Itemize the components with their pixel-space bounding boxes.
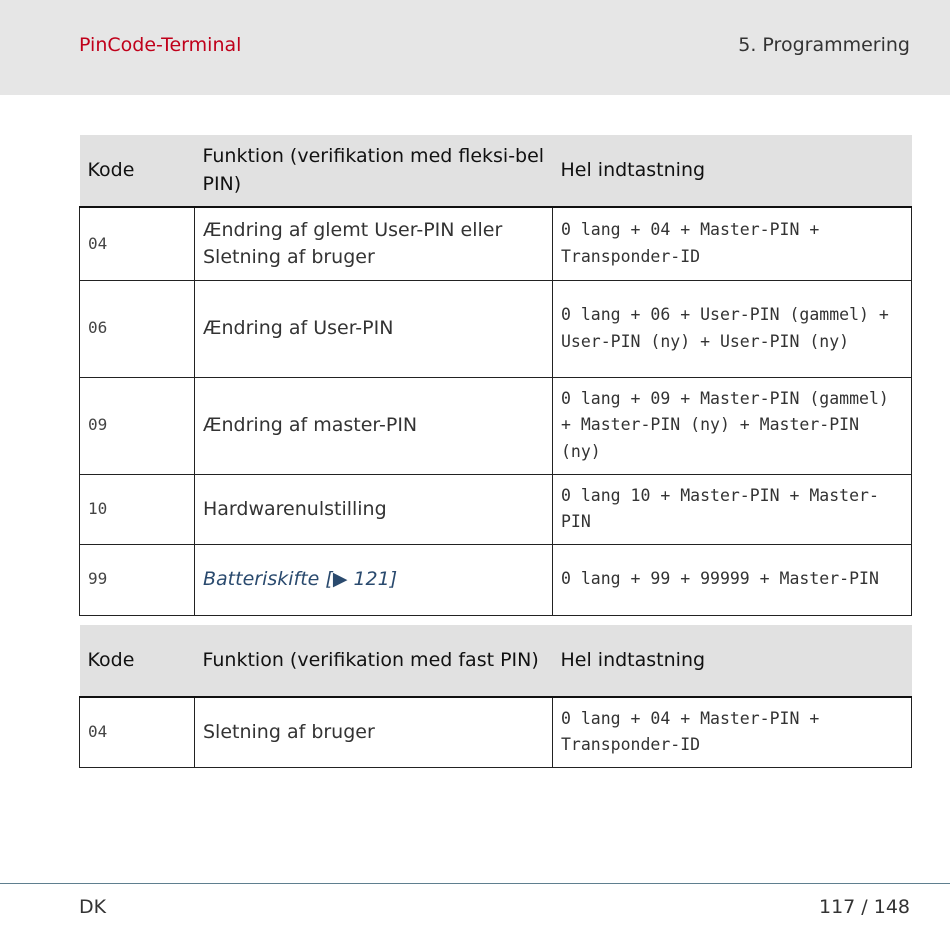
code-cell: 09 [80, 377, 195, 474]
function-cell: Sletning af bruger [195, 697, 553, 767]
code-cell: 04 [80, 207, 195, 280]
code-cell: 06 [80, 280, 195, 377]
function-cell: Ændring af glemt User-PIN eller Sletning af bruger [195, 207, 553, 280]
function-cell: Ændring af User-PIN [195, 280, 553, 377]
page-number: 117 / 148 [818, 896, 910, 918]
footer-divider [0, 883, 950, 884]
flexible-pin-table [79, 135, 912, 616]
function-cell: Hardwarenulstilling [195, 474, 553, 544]
table-row [80, 207, 912, 280]
code-cell: 99 [80, 544, 195, 615]
table-row [80, 474, 912, 544]
function-cell: Ændring af master-PIN [195, 377, 553, 474]
table-row [80, 280, 912, 377]
column-header-code: Kode [80, 135, 195, 207]
entry-cell: 0 lang + 09 + Master-PIN (gammel) + Master-PIN (ny) + Master-PIN (ny) [553, 377, 912, 474]
entry-cell: 0 lang 10 + Master-PIN + Master-PIN [553, 474, 912, 544]
entry-cell: 0 lang + 04 + Master-PIN + Transponder-ID [553, 697, 912, 767]
battery-change-link[interactable]: Batteriskifte [▶ 121] [195, 544, 553, 615]
entry-cell: 0 lang + 06 + User-PIN (gammel) + User-PIN (ny) + User-PIN (ny) [553, 280, 912, 377]
page-header [0, 0, 950, 95]
table-row [80, 544, 912, 615]
code-cell: 04 [80, 697, 195, 767]
column-header-code: Kode [80, 625, 195, 697]
fixed-pin-table [79, 625, 912, 768]
code-cell: 10 [80, 474, 195, 544]
column-header-function: Funktion (verifikation med fleksi-bel PIN) [195, 135, 553, 207]
column-header-function: Funktion (verifikation med fast PIN) [195, 625, 553, 697]
table-row [80, 697, 912, 767]
chapter-title: 5. Programmering [738, 34, 910, 56]
column-header-entry: Hel indtastning [553, 625, 912, 697]
table-row [80, 377, 912, 474]
product-title: PinCode-Terminal [79, 34, 242, 56]
entry-cell: 0 lang + 99 + 99999 + Master-PIN [553, 544, 912, 615]
entry-cell: 0 lang + 04 + Master-PIN + Transponder-ID [553, 207, 912, 280]
column-header-entry: Hel indtastning [553, 135, 912, 207]
language-label: DK [79, 896, 107, 918]
